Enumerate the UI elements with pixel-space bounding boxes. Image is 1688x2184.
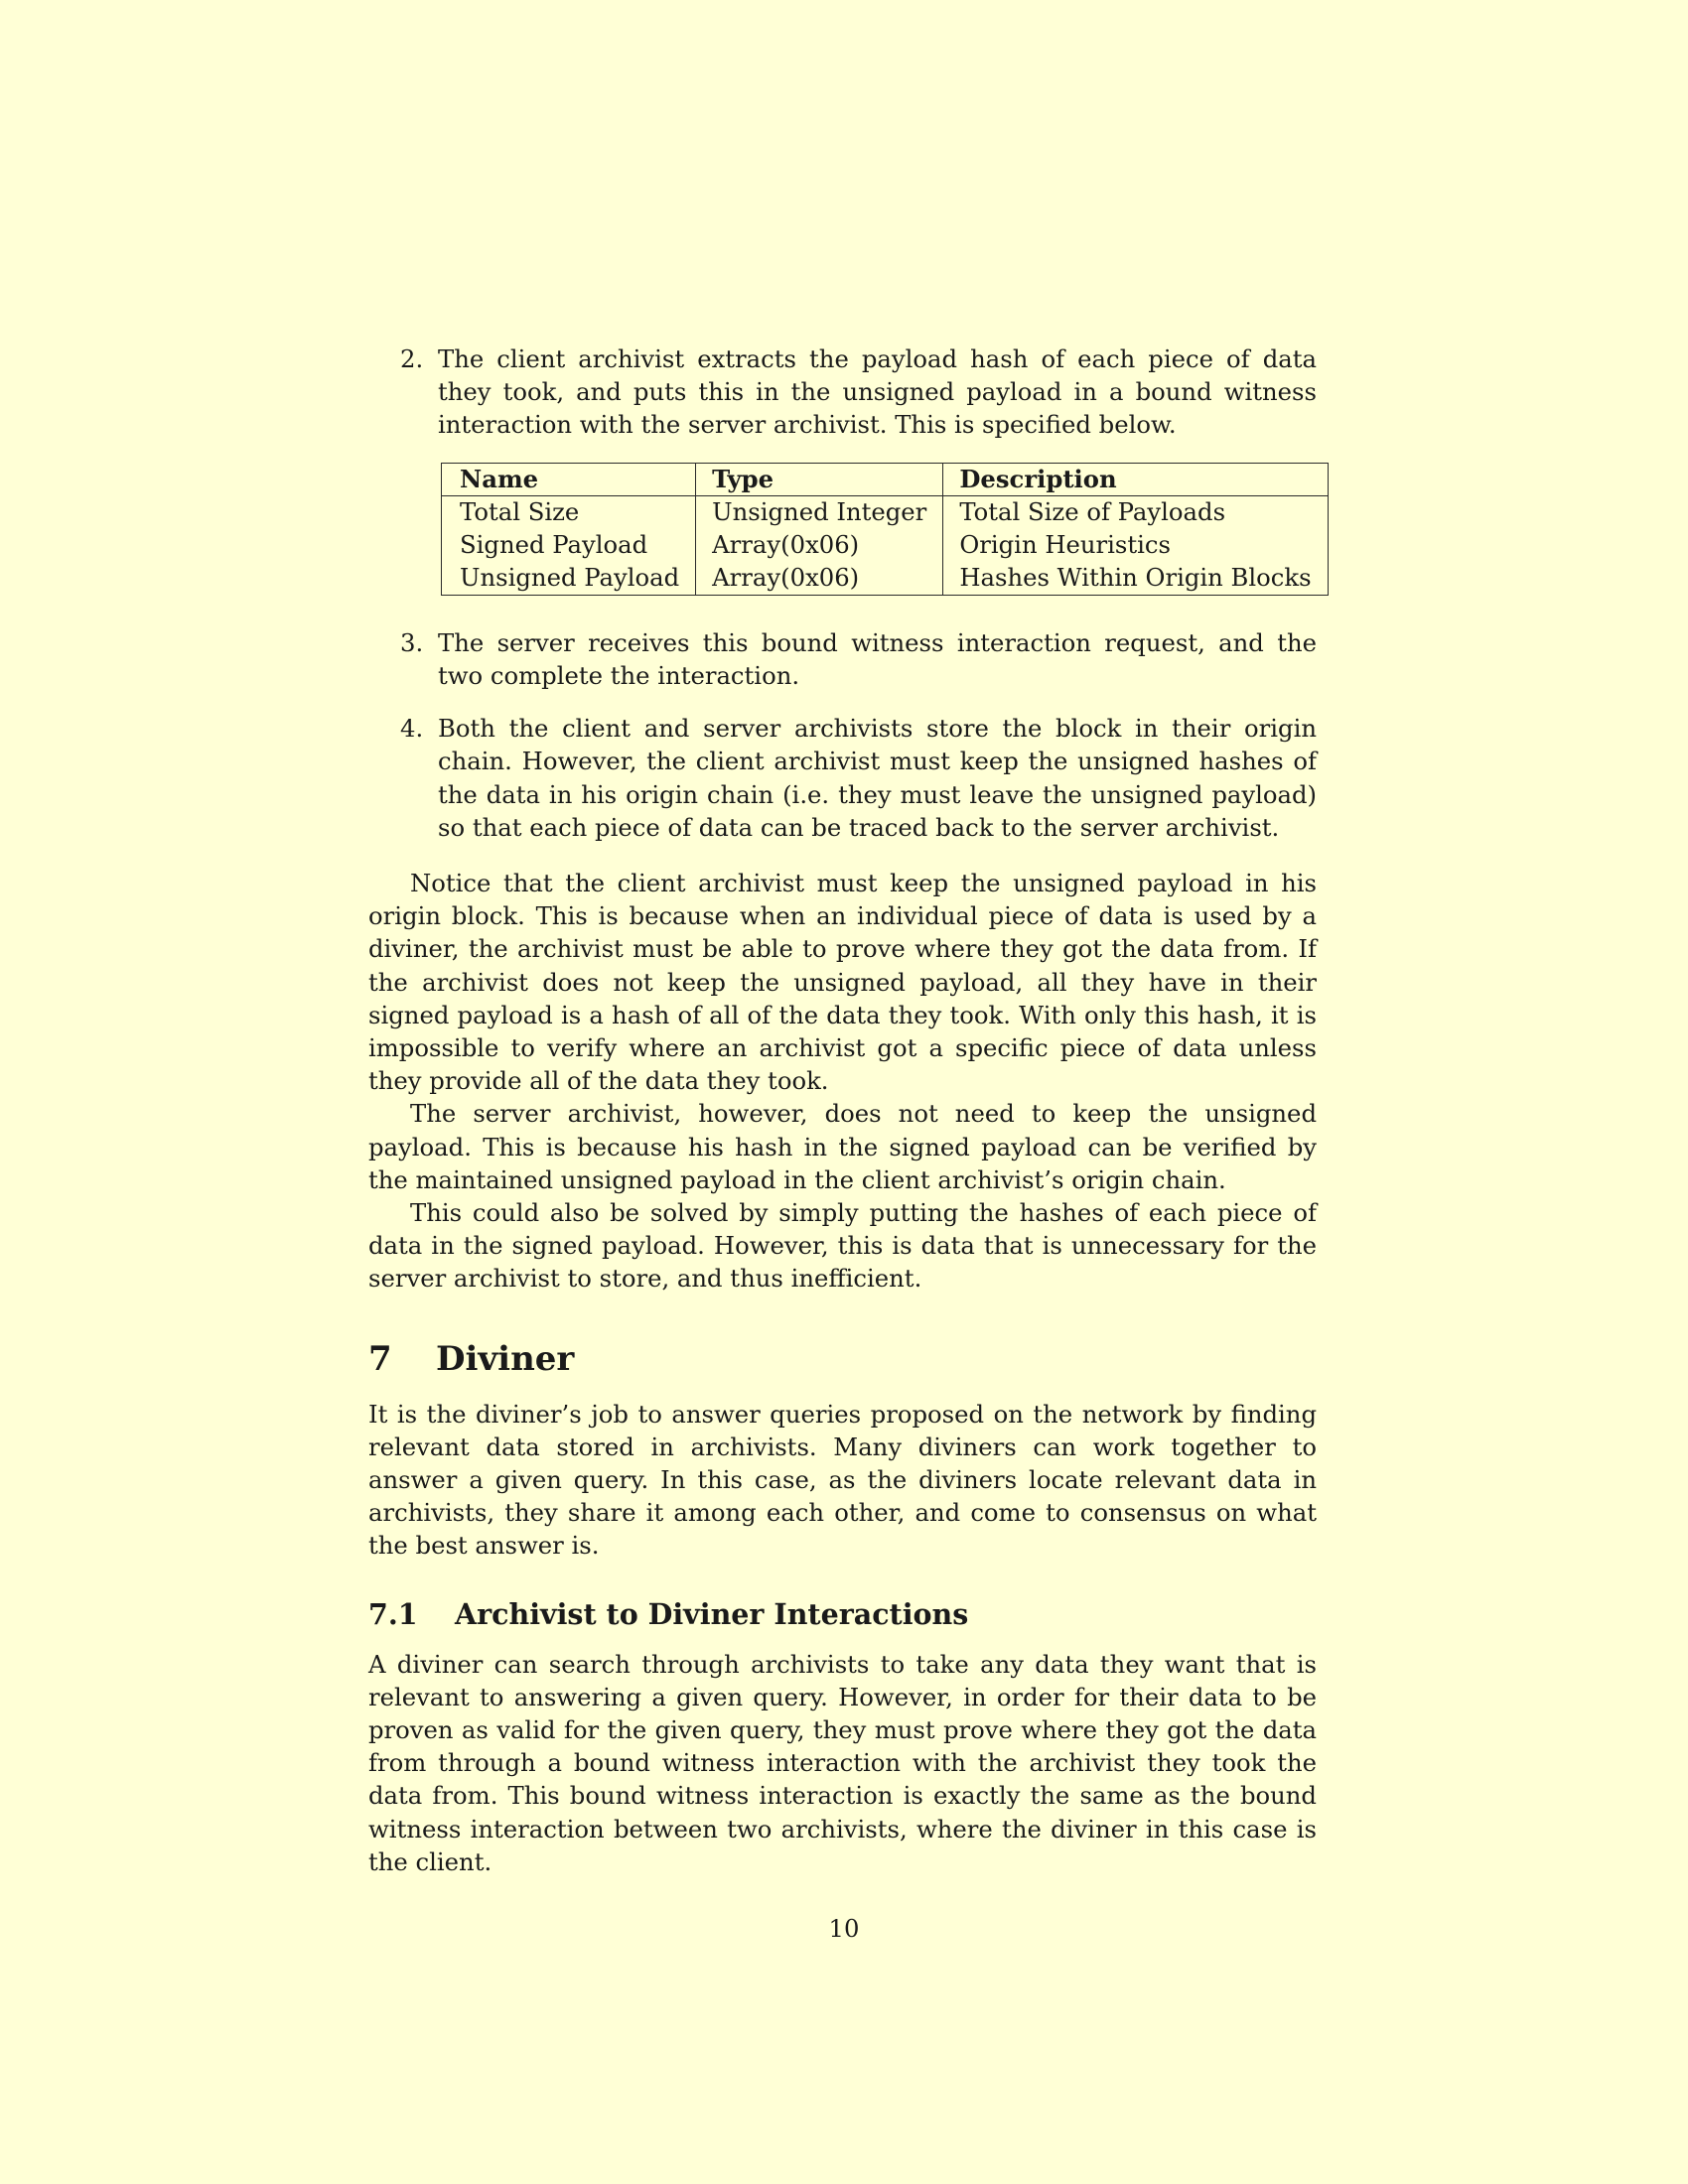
list-item-3: [368, 626, 1317, 692]
body-paragraph: This could also be solved by simply putting the hashes of each piece of data in the signed payload. However, this is data that is unnecessary for the server archivist to store, and thus inefficient.: [368, 1198, 1317, 1294]
table-cell: Origin Heuristics: [943, 529, 1328, 562]
subsection-heading: [368, 1596, 1317, 1632]
subsection-paragraph: A diviner can search through archivists to take any data they want that is relevant to answering a given query. However, in order for their data to be proven as valid for the given query, they must prove where they got the data from through a bound witness interaction with the archivist they took the data from. This bound witness interaction is exactly the same as the bound witness interaction between two archivists, where the diviner in this case is the client.: [368, 1649, 1317, 1876]
page-number: 10: [828, 1914, 860, 1943]
page-body: [368, 342, 1317, 1878]
list-item-2: [368, 342, 1317, 442]
list-item-text: Both the client and server archivists store the block in their origin chain. However, the client archivist must keep the unsigned hashes of the data in his origin chain (i.e. they must leave the unsigned payload) so that each piece of data can be traced back to the server archivist.: [438, 714, 1317, 842]
table-row: [442, 529, 1329, 562]
section-paragraph: It is the diviner’s job to answer queries proposed on the network by finding relevant data stored in archivists. Many diviners can work together to answer a given query. In this case, as the diviners locate relevant data in archivists, they share it among each other, and come to consensus on what the best answer is.: [368, 1399, 1317, 1561]
section-title: Diviner: [436, 1338, 575, 1379]
table-cell: Unsigned Payload: [460, 563, 680, 592]
table-row: [442, 496, 1329, 529]
subsection-title: Archivist to Diviner Interactions: [455, 1596, 969, 1631]
list-item-number: 2.: [400, 344, 424, 373]
list-item-text: The server receives this bound witness interaction request, and the two complete the interaction.: [438, 627, 1317, 690]
table-header-row: [442, 463, 1329, 496]
table-row: [442, 562, 1329, 595]
table-cell: Hashes Within Origin Blocks: [943, 562, 1328, 595]
list-item-number: 3.: [400, 627, 424, 657]
table-header-description: Description: [943, 463, 1328, 496]
section-heading: [368, 1337, 1317, 1381]
list-item-number: 4.: [400, 714, 424, 744]
body-paragraph: Notice that the client archivist must keep the unsigned payload in his origin block. This is because when an individual piece of data is used by a diviner, the archivist must be able to prove where they got the data from. If the archivist does not keep the unsigned payload, all they have in their signed payload is a hash of all of the data they took. With only this hash, it is impossible to verify where an archivist got a specific piece of data unless they provide all of the data they took.: [368, 869, 1317, 1096]
list-item-text: The client archivist extracts the payload hash of each piece of data they took, and puts this in the unsigned payload in a bound witness interaction with the server archivist. This is specified below.: [438, 344, 1317, 440]
table-cell: Signed Payload: [460, 530, 648, 560]
table-header-name: Name: [442, 463, 696, 496]
table-cell: Array(0x06): [696, 562, 943, 595]
table-cell: Unsigned Integer: [696, 496, 943, 529]
subsection-number: 7.1: [368, 1596, 418, 1631]
table-cell: Total Size of Payloads: [943, 496, 1328, 529]
table-cell: Total Size: [460, 497, 580, 527]
list-item-4: [368, 712, 1317, 844]
payload-spec-table: [441, 463, 1329, 596]
table-cell: Array(0x06): [696, 529, 943, 562]
table-header-type: Type: [696, 463, 943, 496]
body-paragraph: The server archivist, however, does not need to keep the unsigned payload. This is because his hash in the signed payload can be verified by the maintained unsigned payload in the client archivist’s origin chain.: [368, 1099, 1317, 1194]
section-number: 7: [368, 1338, 392, 1379]
